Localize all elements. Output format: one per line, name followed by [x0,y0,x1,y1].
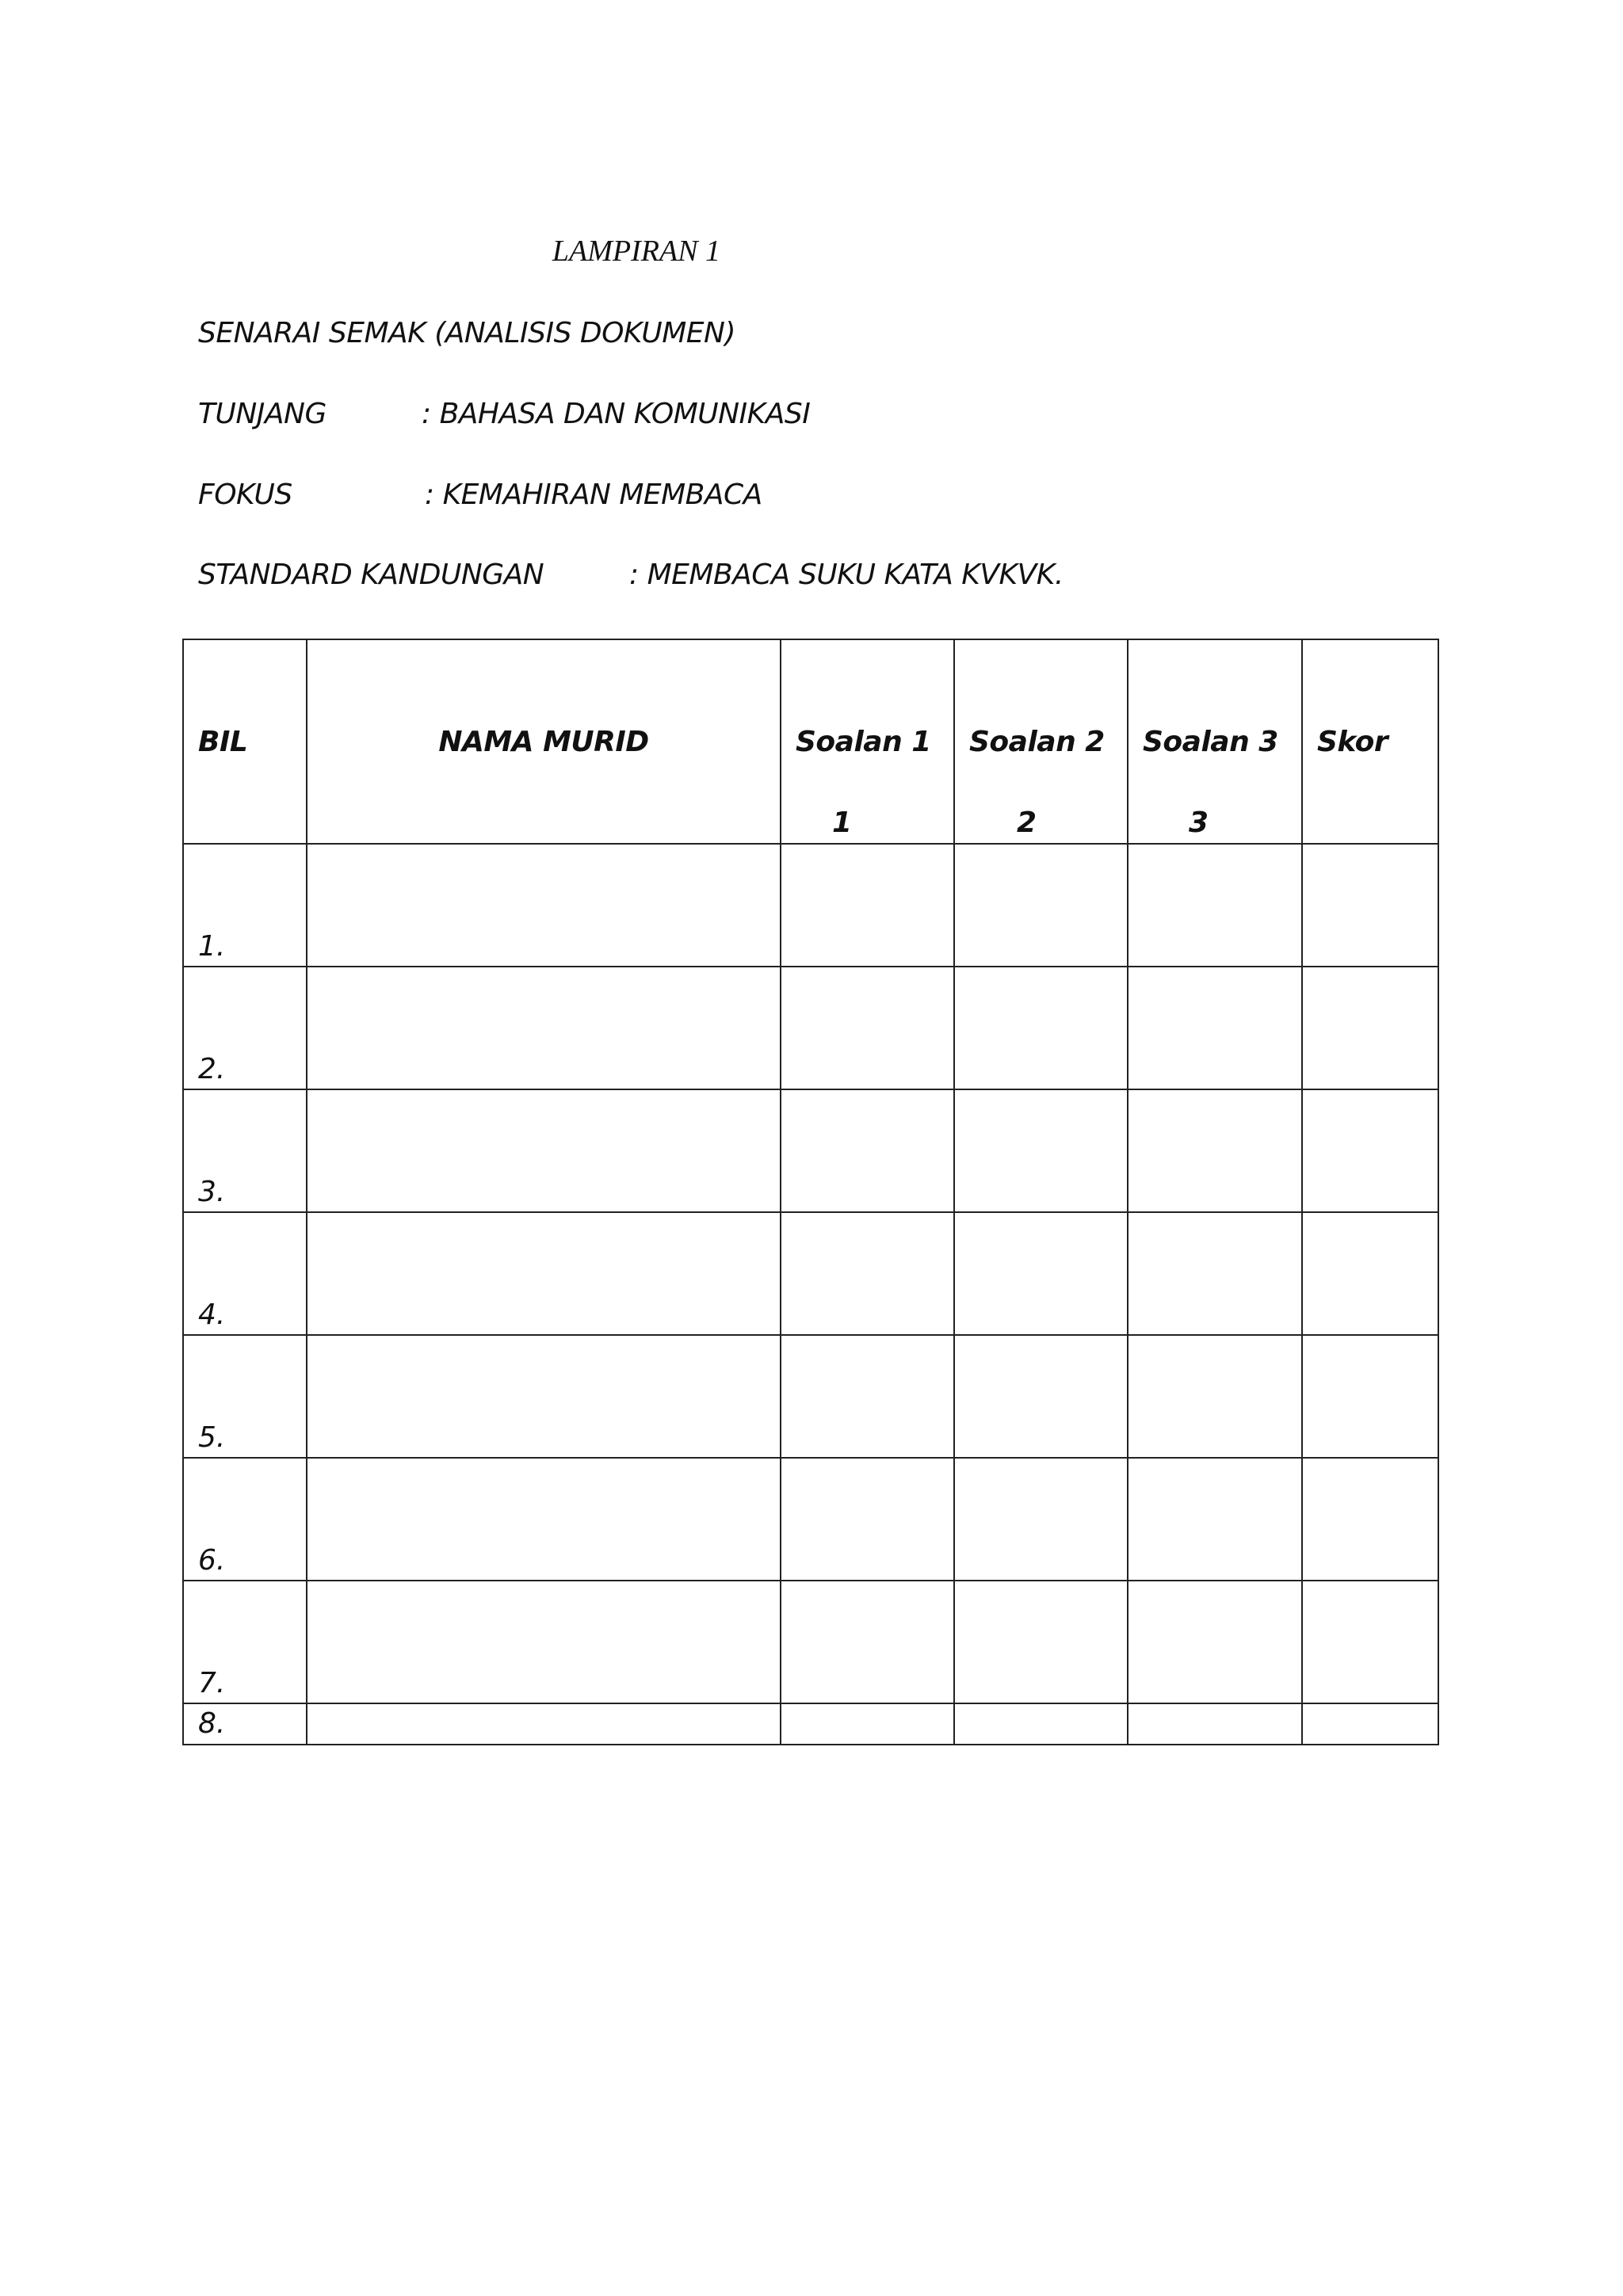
soalan-2-cell [954,967,1128,1089]
row-number: 1. [183,844,307,967]
header-bil [183,639,307,844]
soalan-2-cell [954,1089,1128,1212]
soalan-2-cell [954,1458,1128,1581]
soalan-2-cell [954,844,1128,967]
soalan-3-cell [1128,1212,1302,1335]
row-number: 3. [183,1089,307,1212]
soalan-2-cell [954,1703,1128,1745]
nama-murid-cell [307,1703,781,1745]
row-number: 5. [183,1335,307,1458]
standard-kandungan-label: STANDARD KANDUNGAN [198,559,544,591]
soalan-1-cell [781,1458,954,1581]
soalan-1-cell [781,1335,954,1458]
nama-murid-cell [307,1212,781,1335]
nama-murid-cell [307,967,781,1089]
skor-cell [1302,1581,1438,1703]
nama-murid-cell [307,1581,781,1703]
checklist-title: SENARAI SEMAK (ANALISIS DOKUMEN) [198,317,736,349]
header-bil-label: BIL [198,726,248,758]
table-row [183,1581,1438,1703]
soalan-3-cell [1128,1581,1302,1703]
tunjang-value: : BAHASA DAN KOMUNIKASI [422,398,811,430]
row-number: 4. [183,1212,307,1335]
header-soalan-3 [1128,639,1302,844]
header-soalan-2-label: Soalan 2 [969,726,1105,758]
table-row [183,1458,1438,1581]
header-soalan-1-number: 1 [832,807,852,839]
appendix-title: LAMPIRAN 1 [552,235,721,268]
soalan-2-cell [954,1212,1128,1335]
soalan-1-cell [781,1581,954,1703]
row-number: 7. [183,1581,307,1703]
row-number: 2. [183,967,307,1089]
soalan-3-cell [1128,844,1302,967]
table-row [183,844,1438,967]
header-soalan-3-number: 3 [1189,807,1209,839]
header-soalan-2-number: 2 [1017,807,1037,839]
soalan-1-cell [781,844,954,967]
soalan-2-cell [954,1581,1128,1703]
soalan-2-cell [954,1335,1128,1458]
table-header-row [183,639,1438,844]
nama-murid-cell [307,1335,781,1458]
soalan-1-cell [781,1703,954,1745]
soalan-1-cell [781,967,954,1089]
header-soalan-2 [954,639,1128,844]
table-row [183,967,1438,1089]
header-nama-murid-label: NAMA MURID [438,726,649,758]
soalan-3-cell [1128,1335,1302,1458]
header-nama-murid [307,639,781,844]
nama-murid-cell [307,1458,781,1581]
header-soalan-1-label: Soalan 1 [796,726,931,758]
tunjang-line [198,398,811,430]
skor-cell [1302,1212,1438,1335]
table-row [183,1335,1438,1458]
soalan-1-cell [781,1212,954,1335]
soalan-3-cell [1128,967,1302,1089]
fokus-line [198,479,762,511]
header-soalan-3-label: Soalan 3 [1143,726,1278,758]
skor-cell [1302,1335,1438,1458]
fokus-label: FOKUS [198,479,292,511]
header-skor [1302,639,1438,844]
skor-cell [1302,1089,1438,1212]
skor-cell [1302,967,1438,1089]
checklist-table [182,639,1439,1745]
soalan-3-cell [1128,1458,1302,1581]
soalan-1-cell [781,1089,954,1212]
soalan-3-cell [1128,1089,1302,1212]
nama-murid-cell [307,844,781,967]
skor-cell [1302,1458,1438,1581]
tunjang-label: TUNJANG [198,398,327,430]
soalan-3-cell [1128,1703,1302,1745]
standard-kandungan-value: : MEMBACA SUKU KATA KVKVK. [629,559,1064,591]
row-number: 8. [183,1703,307,1745]
skor-cell [1302,1703,1438,1745]
table-row [183,1089,1438,1212]
header-skor-label: Skor [1317,726,1388,758]
table-row [183,1703,1438,1745]
fokus-value: : KEMAHIRAN MEMBACA [425,479,762,511]
skor-cell [1302,844,1438,967]
row-number: 6. [183,1458,307,1581]
header-soalan-1 [781,639,954,844]
table-row [183,1212,1438,1335]
nama-murid-cell [307,1089,781,1212]
standard-kandungan-line [198,559,1064,591]
